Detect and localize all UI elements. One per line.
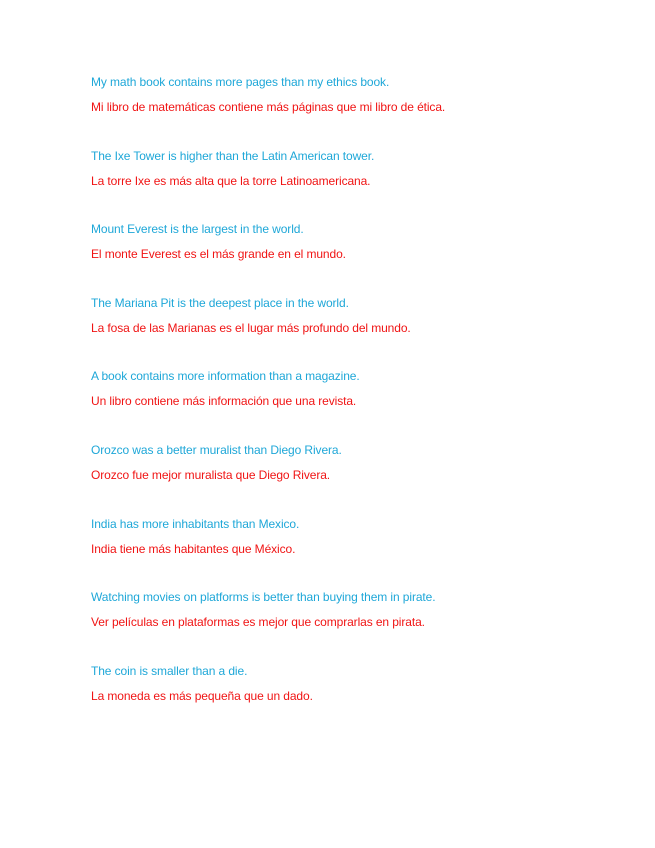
- sentence-pair: [91, 589, 631, 663]
- sentence-pair: [91, 442, 631, 516]
- english-sentence: My math book contains more pages than my ethics book.: [91, 75, 390, 89]
- english-sentence: A book contains more information than a magazine.: [91, 369, 360, 384]
- english-sentence: Mount Everest is the largest in the world.: [91, 222, 304, 237]
- spanish-sentence: La moneda es más pequeña que un dado.: [91, 688, 313, 703]
- sentence-pair: [91, 368, 631, 442]
- sentence-pair: [91, 221, 631, 295]
- english-sentence: The Ixe Tower is higher than the Latin American tower.: [91, 148, 375, 163]
- spanish-sentence: Un libro contiene más información que una revista.: [91, 394, 357, 409]
- spanish-sentence: Mi libro de matemáticas contiene más páginas que mi libro de ética.: [91, 100, 446, 114]
- english-sentence: Watching movies on platforms is better than buying them in pirate.: [91, 590, 436, 605]
- spanish-sentence: La torre Ixe es más alta que la torre Latinoamericana.: [91, 173, 371, 188]
- sentence-pair: [91, 516, 631, 590]
- sentence-pair: [91, 663, 631, 737]
- spanish-sentence: India tiene más habitantes que México.: [91, 541, 296, 556]
- english-sentence: The Mariana Pit is the deepest place in the world.: [91, 295, 349, 310]
- sentence-pair: [91, 295, 631, 369]
- sentence-pair: [91, 74, 631, 148]
- document-page: [91, 74, 631, 736]
- spanish-sentence: El monte Everest es el más grande en el mundo.: [91, 247, 346, 262]
- sentence-pair: [91, 148, 631, 222]
- english-sentence: The coin is smaller than a die.: [91, 663, 248, 678]
- english-sentence: India has more inhabitants than Mexico.: [91, 516, 300, 531]
- spanish-sentence: Ver películas en plataformas es mejor que comprarlas en pirata.: [91, 615, 425, 630]
- spanish-sentence: La fosa de las Marianas es el lugar más profundo del mundo.: [91, 320, 411, 335]
- spanish-sentence: Orozco fue mejor muralista que Diego Rivera.: [91, 467, 331, 482]
- english-sentence: Orozco was a better muralist than Diego Rivera.: [91, 442, 342, 457]
